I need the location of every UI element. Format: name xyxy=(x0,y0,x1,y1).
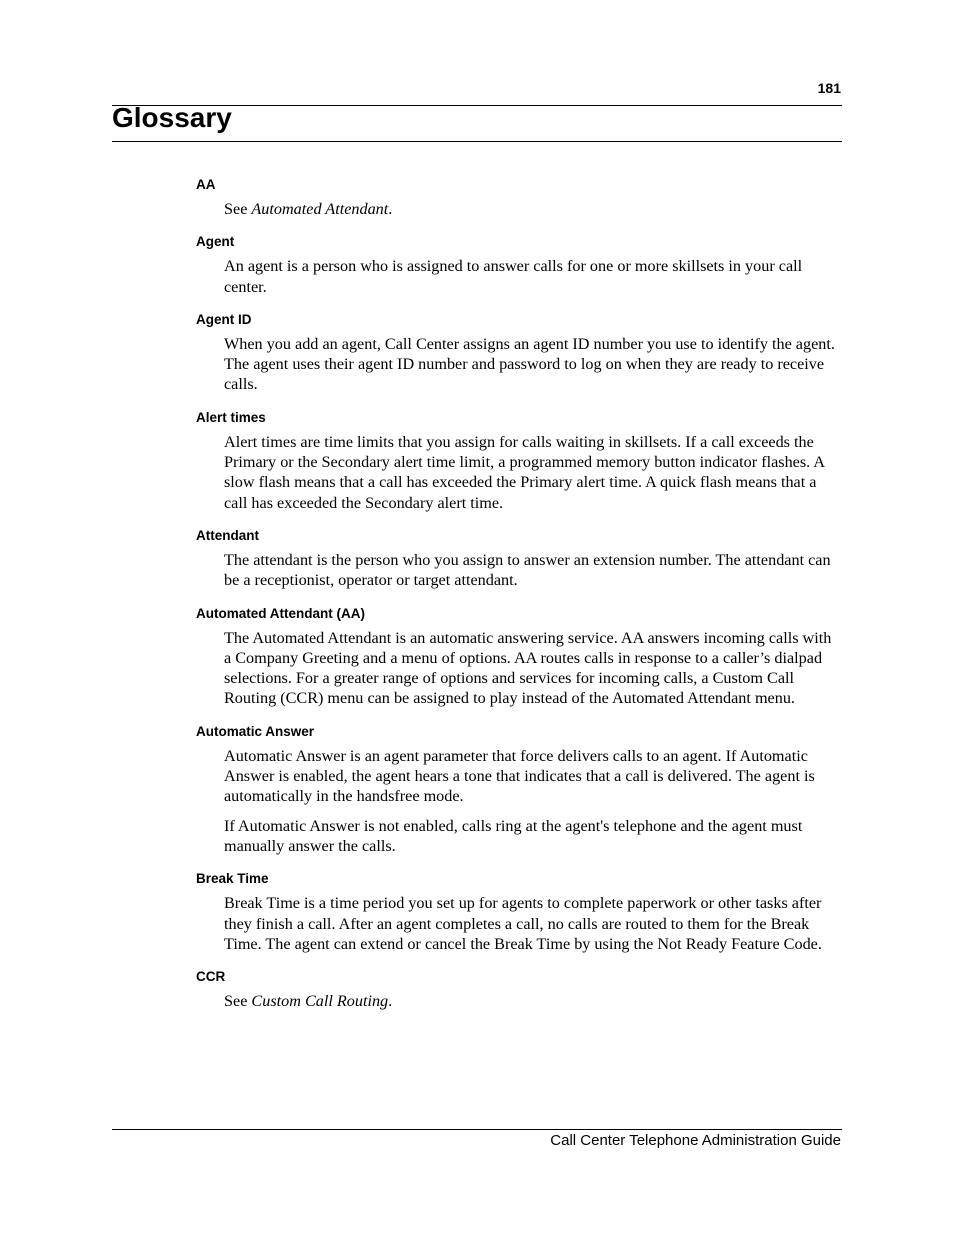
see-prefix: See xyxy=(224,200,252,218)
glossary-definition: Break Time is a time period you set up for agents to complete paperwork or other tasks after they finish a call. After an agent completes a call, no calls are routed to them for the Break Time. The agent can extend or cancel the Break Time by using the Not Ready Feature Code. xyxy=(224,894,822,953)
glossary-term: Attendant xyxy=(196,527,259,543)
see-suffix: . xyxy=(388,200,393,218)
glossary-term: Break Time xyxy=(196,871,269,887)
glossary-definition xyxy=(224,199,842,219)
glossary-term: Agent xyxy=(196,234,235,250)
glossary-term: CCR xyxy=(196,969,226,985)
glossary-term: Automated Attendant (AA) xyxy=(196,605,365,621)
footer-rule xyxy=(112,1129,842,1130)
glossary-entries xyxy=(196,177,842,1026)
see-prefix: See xyxy=(224,992,252,1011)
title-rule-bottom xyxy=(112,141,842,142)
glossary-definition: The Automated Attendant is an automatic answering service. AA answers incoming calls with a Company Greeting and a menu of options. AA routes calls in response to a caller’s dialpad selections. For a greater range of options and services for incoming calls, a Custom Call Routing (CCR) menu can be assigned to play instead of the Automated Attendant menu. xyxy=(224,628,832,708)
cross-reference: Custom Call Routing xyxy=(251,992,389,1011)
glossary-term: Alert times xyxy=(196,409,266,425)
glossary-definition: The attendant is the person who you assign to answer an extension number. The attendant can be a receptionist, operator or target attendant. xyxy=(224,550,831,590)
glossary-term: Agent ID xyxy=(196,311,252,327)
glossary-term: Automatic Answer xyxy=(196,723,315,739)
glossary-definition: Automatic Answer is an agent parameter that force delivers calls to an agent. If Automatic Answer is enabled, the agent hears a tone that indicates that a call is delivered. The agent is automatically in the handsfree mode. xyxy=(224,746,815,806)
glossary-definition: An agent is a person who is assigned to answer calls for one or more skillsets in your call center. xyxy=(224,257,803,296)
footer-title: Call Center Telephone Administration Guide xyxy=(550,1132,841,1149)
see-suffix: . xyxy=(388,992,393,1011)
glossary-definition: Alert times are time limits that you assign for calls waiting in skillsets. If a call exceeds the Primary or the Secondary alert time limit, a programmed memory button indicator flashes. A slow flash means that a call has exceeded the Primary alert time. A quick flash means that a call has exceeded the Secondary alert time. xyxy=(224,432,825,512)
glossary-term: AA xyxy=(196,177,216,192)
glossary-definition xyxy=(224,991,842,1011)
page-number: 181 xyxy=(817,80,841,96)
cross-reference: Automated Attendant xyxy=(251,200,389,218)
page-title: Glossary xyxy=(112,102,232,133)
glossary-definition: When you add an agent, Call Center assigns an agent ID number you use to identify the agent. The agent uses their agent ID number and password to log on when they are ready to receive calls. xyxy=(224,334,835,394)
glossary-definition: If Automatic Answer is not enabled, calls ring at the agent's telephone and the agent must manually answer the calls. xyxy=(224,816,803,855)
